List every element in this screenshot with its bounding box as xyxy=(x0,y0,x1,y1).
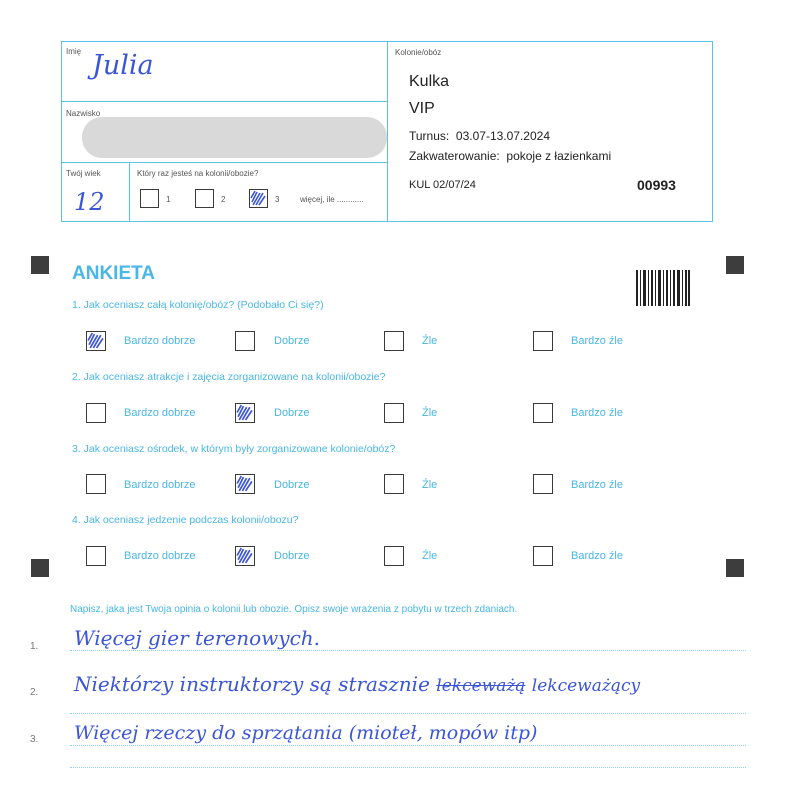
opinion-line-1-number: 1. xyxy=(30,641,39,652)
ktory-raz-checkbox-1[interactable] xyxy=(140,189,159,208)
opinion-line-2-rule xyxy=(70,713,746,714)
zakwaterowanie-row xyxy=(409,149,611,163)
opinion-line-2-number: 2. xyxy=(30,687,39,698)
q1-option-dobrze: Dobrze xyxy=(274,335,310,347)
ktory-raz-option-3: 3 xyxy=(275,195,280,204)
age-divider xyxy=(129,162,130,222)
q4-checkbox-zle[interactable] xyxy=(384,546,404,566)
q1-checkbox-bardzo-zle[interactable] xyxy=(533,331,553,351)
q2-checkbox-bardzo-zle[interactable] xyxy=(533,403,553,423)
scribble-check-icon xyxy=(87,332,104,349)
ktory-raz-checkbox-3[interactable] xyxy=(249,189,268,208)
q4-option-bardzo-dobrze: Bardzo dobrze xyxy=(124,550,196,562)
wiek-label: Twój wiek xyxy=(66,169,101,178)
opinion-line-3-text[interactable]: Więcej rzeczy do sprzątania (mioteł, mopów itp) xyxy=(74,722,538,744)
barcode-icon xyxy=(636,270,690,306)
kolonie-label: Kolonie/obóz xyxy=(395,48,442,57)
q2-checkbox-zle[interactable] xyxy=(384,403,404,423)
question-1: 1. Jak oceniasz całą kolonię/obóz? (Podobało Ci się?) xyxy=(72,299,324,311)
scribble-check-icon xyxy=(250,190,266,206)
q2-checkbox-dobrze[interactable] xyxy=(235,403,255,423)
ktory-raz-checkbox-2[interactable] xyxy=(195,189,214,208)
q3-checkbox-bardzo-dobrze[interactable] xyxy=(86,474,106,494)
q1-checkbox-zle[interactable] xyxy=(384,331,404,351)
opinion-line-4-rule xyxy=(70,767,746,768)
q1-option-bardzo-dobrze: Bardzo dobrze xyxy=(124,335,196,347)
q4-checkbox-dobrze[interactable] xyxy=(235,546,255,566)
opinion-line-2-text: Niektórzy instruktorzy są strasznie xyxy=(74,672,430,696)
header-divider xyxy=(387,42,388,221)
q4-option-bardzo-zle: Bardzo źle xyxy=(571,550,623,562)
q3-option-dobrze: Dobrze xyxy=(274,479,310,491)
q2-option-dobrze: Dobrze xyxy=(274,407,310,419)
ktory-raz-option-2: 2 xyxy=(221,195,226,204)
zakwaterowanie-value: pokoje z łazienkami xyxy=(506,149,612,163)
opinion-line-3-number: 3. xyxy=(30,734,39,745)
registration-marker-top-left xyxy=(31,256,49,274)
opinion-line-2-struck: lekceważą xyxy=(436,676,526,696)
question-4: 4. Jak oceniasz jedzenie podczas kolonii/obozu? xyxy=(72,514,299,526)
form-code: KUL 02/07/24 xyxy=(409,179,476,191)
survey-title: ANKIETA xyxy=(72,263,156,284)
q3-option-bardzo-dobrze: Bardzo dobrze xyxy=(124,479,196,491)
opinion-line-1-rule xyxy=(70,650,746,651)
q3-option-zle: Źle xyxy=(422,479,438,491)
q4-checkbox-bardzo-zle[interactable] xyxy=(533,546,553,566)
scribble-check-icon xyxy=(236,547,253,564)
imie-label: Imię xyxy=(66,47,82,56)
registration-marker-top-right xyxy=(726,256,744,274)
nazwisko-label: Nazwisko xyxy=(66,109,101,118)
row-divider-1 xyxy=(62,101,387,102)
scribble-check-icon xyxy=(236,475,253,492)
opinion-line-2-after: lekceważący xyxy=(531,676,641,696)
question-2: 2. Jak oceniasz atrakcje i zajęcia zorganizowane na kolonii/obozie? xyxy=(72,371,386,383)
q1-option-zle: Źle xyxy=(422,335,438,347)
q3-checkbox-bardzo-zle[interactable] xyxy=(533,474,553,494)
imie-value[interactable]: Julia xyxy=(92,50,154,81)
kolonie-type: VIP xyxy=(409,100,435,117)
q2-checkbox-bardzo-dobrze[interactable] xyxy=(86,403,106,423)
opinion-line-1-text[interactable]: Więcej gier terenowych. xyxy=(74,626,321,650)
turnus-row xyxy=(409,129,550,143)
ktory-raz-label: Który raz jesteś na kolonii/obozie? xyxy=(137,169,259,178)
opinion-prompt: Napisz, jaka jest Twoja opinia o kolonii lub obozie. Opisz swoje wrażenia z pobytu w trzech zdaniach. xyxy=(70,604,518,615)
nazwisko-redacted xyxy=(82,117,387,158)
wiek-value[interactable]: 12 xyxy=(74,188,105,216)
opinion-line-2[interactable] xyxy=(74,672,640,696)
q3-checkbox-zle[interactable] xyxy=(384,474,404,494)
q4-option-zle: Źle xyxy=(422,550,438,562)
row-divider-2 xyxy=(62,162,387,163)
q4-option-dobrze: Dobrze xyxy=(274,550,310,562)
kolonie-name: Kulka xyxy=(409,73,450,90)
q2-option-bardzo-zle: Bardzo źle xyxy=(571,407,623,419)
q3-checkbox-dobrze[interactable] xyxy=(235,474,255,494)
q2-option-zle: Źle xyxy=(422,407,438,419)
q3-option-bardzo-zle: Bardzo źle xyxy=(571,479,623,491)
q2-option-bardzo-dobrze: Bardzo dobrze xyxy=(124,407,196,419)
zakwaterowanie-label: Zakwaterowanie: xyxy=(409,149,500,163)
q4-checkbox-bardzo-dobrze[interactable] xyxy=(86,546,106,566)
q1-option-bardzo-zle: Bardzo źle xyxy=(571,335,623,347)
opinion-line-3-rule xyxy=(70,745,746,746)
question-3: 3. Jak oceniasz ośrodek, w którym były zorganizowane kolonie/obóz? xyxy=(72,443,396,455)
ktory-raz-option-1: 1 xyxy=(166,195,171,204)
registration-marker-bottom-left xyxy=(31,559,49,577)
turnus-label: Turnus: xyxy=(409,129,450,143)
turnus-value: 03.07-13.07.2024 xyxy=(455,129,551,143)
q1-checkbox-dobrze[interactable] xyxy=(235,331,255,351)
q1-checkbox-bardzo-dobrze[interactable] xyxy=(86,331,106,351)
registration-marker-bottom-right xyxy=(726,559,744,577)
ktory-raz-more[interactable]: więcej, ile ............ xyxy=(300,195,364,204)
form-number: 00993 xyxy=(637,177,676,193)
scribble-check-icon xyxy=(236,404,253,421)
